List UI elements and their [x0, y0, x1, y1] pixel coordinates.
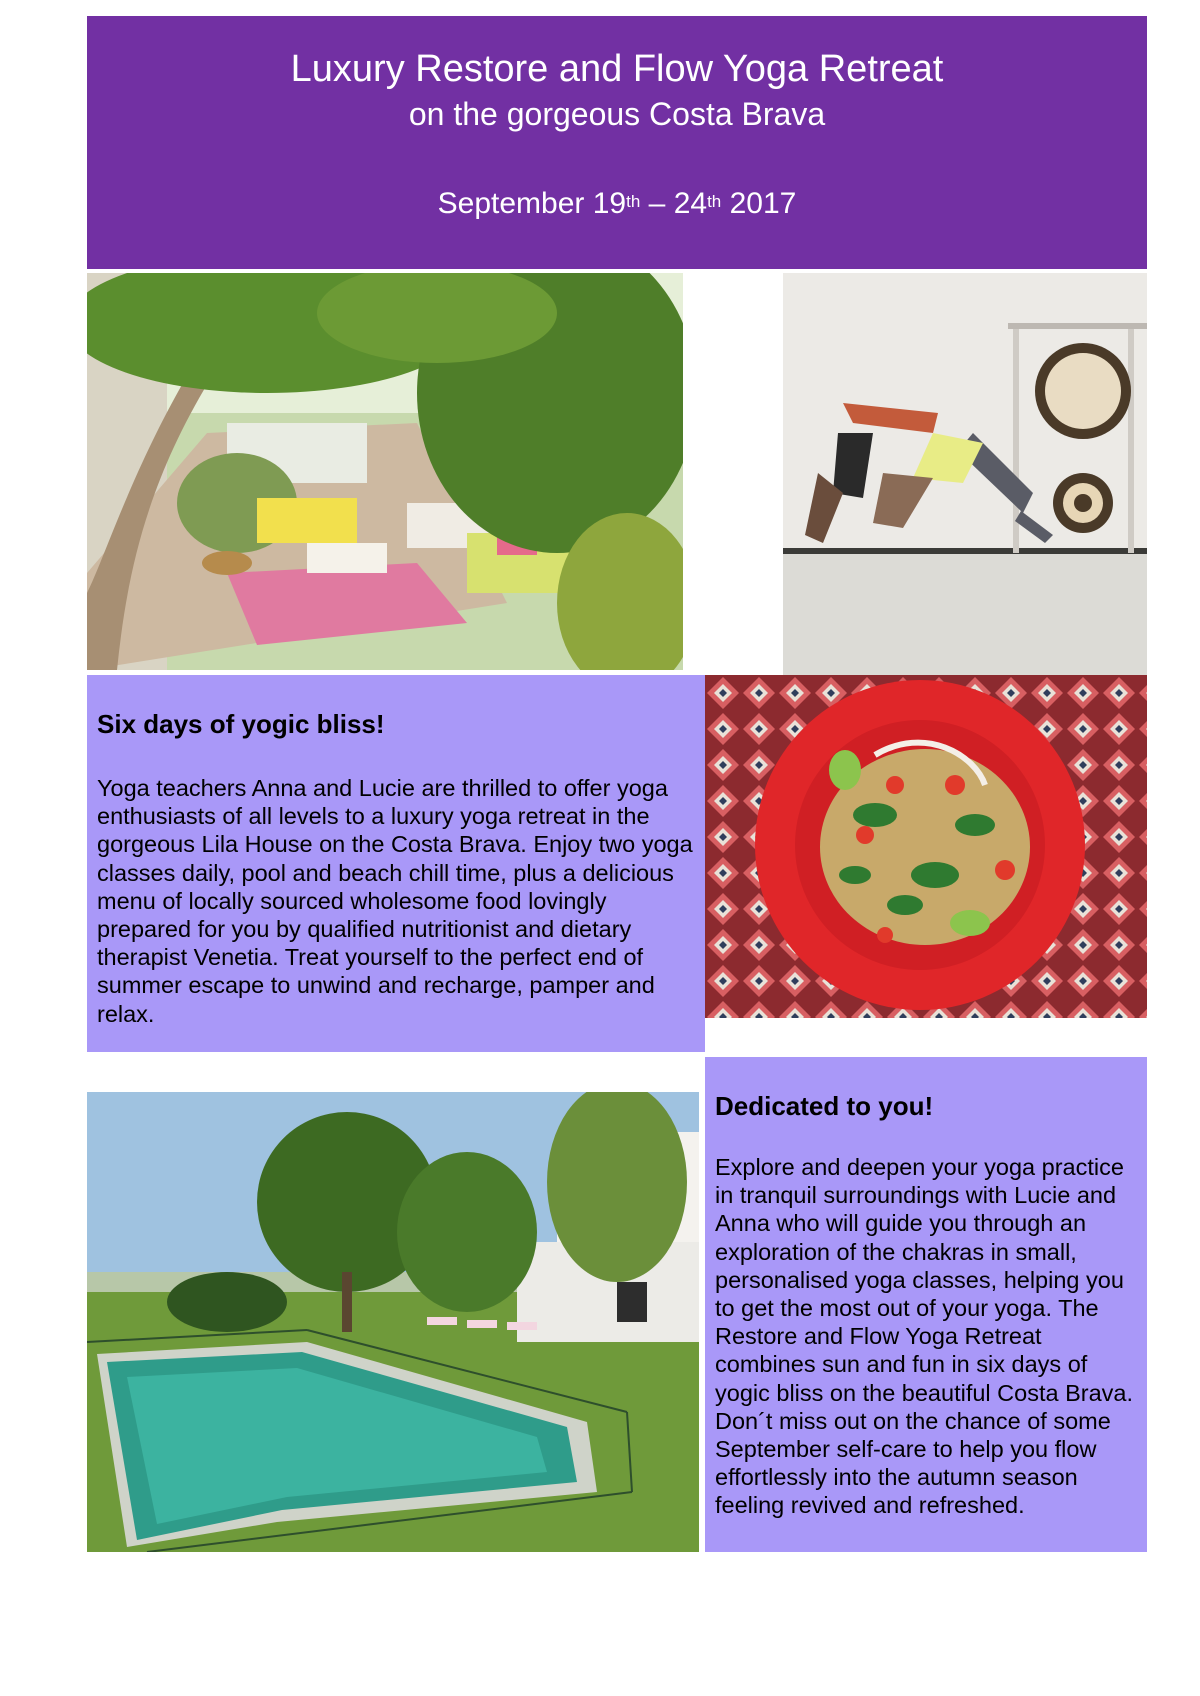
dedicated-heading: Dedicated to you! — [715, 1091, 934, 1121]
bliss-section-panel — [87, 675, 705, 1052]
date-year-value: 2017 — [729, 187, 797, 220]
garden-patio-photo — [87, 273, 683, 670]
bliss-body: Yoga teachers Anna and Lucie are thrilled to offer yoga enthusiasts of all levels to a luxury yoga retreat in the gorgeous Lila House on the Costa Brava. Enjoy two yoga classes daily, pool and beach chill time, plus a delicious menu of locally sourced wholesome food lovingly prepared for you by qualified nutritionist and dietary therapist Venetia. Treat yourself to the perfect end of summer escape to unwind and recharge, pamper and relax. — [97, 775, 693, 1027]
date-start-day: 19 — [592, 187, 627, 220]
page-title: Luxury Restore and Flow Yoga Retreat — [290, 48, 944, 90]
salad-plate-photo — [705, 675, 1147, 1018]
header-banner — [87, 16, 1147, 269]
date-separator: – — [648, 187, 666, 220]
bliss-heading: Six days of yogic bliss! — [97, 709, 385, 739]
pool-garden-photo — [87, 1092, 699, 1552]
page-subtitle: on the gorgeous Costa Brava — [408, 96, 826, 132]
event-dates — [87, 184, 1147, 224]
partner-yoga-photo — [783, 273, 1147, 675]
date-end-day: 24 — [673, 187, 708, 220]
date-month: September — [437, 187, 585, 220]
date-start-suffix: th — [626, 192, 641, 211]
dedicated-body: Explore and deepen your yoga practice in tranquil surroundings with Lucie and Anna who will guide you through an exploration of the chakras in small, personalised yoga classes, helping you to get the most out of your yoga. The Restore and Flow Yoga Retreat combines sun and fun in six days of yogic bliss on the beautiful Costa Brava. Don´t miss out on the chance of some September self-care to help you flow effortlessly into the autumn season feeling revived and refreshed. — [715, 1154, 1134, 1519]
dedicated-section-panel — [705, 1057, 1147, 1552]
date-end-suffix: th — [707, 192, 722, 211]
